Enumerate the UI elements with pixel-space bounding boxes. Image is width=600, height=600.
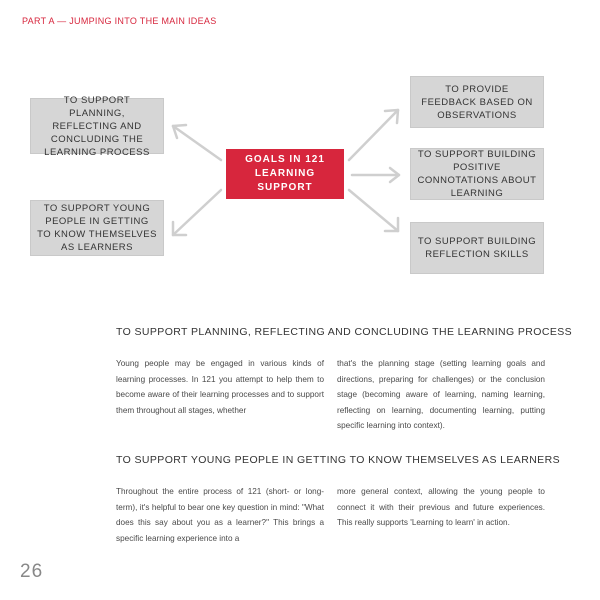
- section-heading-planning: TO SUPPORT PLANNING, REFLECTING AND CONCLUDING THE LEARNING PROCESS: [116, 326, 573, 338]
- goal-box-connotations: TO SUPPORT BUILDING POSITIVE CONNOTATIONS ABOUT LEARNING: [410, 148, 544, 200]
- arrow-to-reflection: [349, 190, 398, 231]
- section-heading-learners: TO SUPPORT YOUNG PEOPLE IN GETTING TO KNOW THEMSELVES AS LEARNERS: [116, 454, 560, 466]
- goal-box-learners: TO SUPPORT YOUNG PEOPLE IN GETTING TO KNOW THEMSELVES AS LEARNERS: [30, 200, 164, 256]
- goals-center-box: GOALS IN 121 LEARNING SUPPORT: [226, 149, 344, 199]
- arrow-to-planning: [173, 125, 221, 160]
- arrow-to-learners: [173, 190, 221, 235]
- page-number: 26: [20, 561, 44, 582]
- arrow-to-feedback: [349, 110, 398, 160]
- goal-box-reflection: TO SUPPORT BUILDING REFLECTION SKILLS: [410, 222, 544, 274]
- arrow-to-connotations: [352, 168, 399, 182]
- section-planning-col2: that's the planning stage (setting learning goals and directions, preparing for challenges) or the conclusion stage (becoming aware of learning, naming learning, reflecting on learning, documenting learning, putting specific learning into context).: [337, 359, 545, 430]
- goal-box-planning: TO SUPPORT PLANNING, REFLECTING AND CONCLUDING THE LEARNING PROCESS: [30, 98, 164, 154]
- running-head: PART A — JUMPING INTO THE MAIN IDEAS: [22, 16, 217, 26]
- section-planning-col1: Young people may be engaged in various kinds of learning processes. In 121 you attempt to help them to become aware of their learning processes and to support them throughout all stages, whether: [116, 359, 324, 415]
- section-learners-col1: Throughout the entire process of 121 (short- or long-term), it's helpful to bear one key question in mind: "What does this say about you as a learner?" This brings a specific learning experience into a: [116, 487, 324, 543]
- section-learners-col2: more general context, allowing the young people to connect it with their previous and future experiences. This really supports 'Learning to learn' in action.: [337, 487, 545, 527]
- goal-box-feedback: TO PROVIDE FEEDBACK BASED ON OBSERVATIONS: [410, 76, 544, 128]
